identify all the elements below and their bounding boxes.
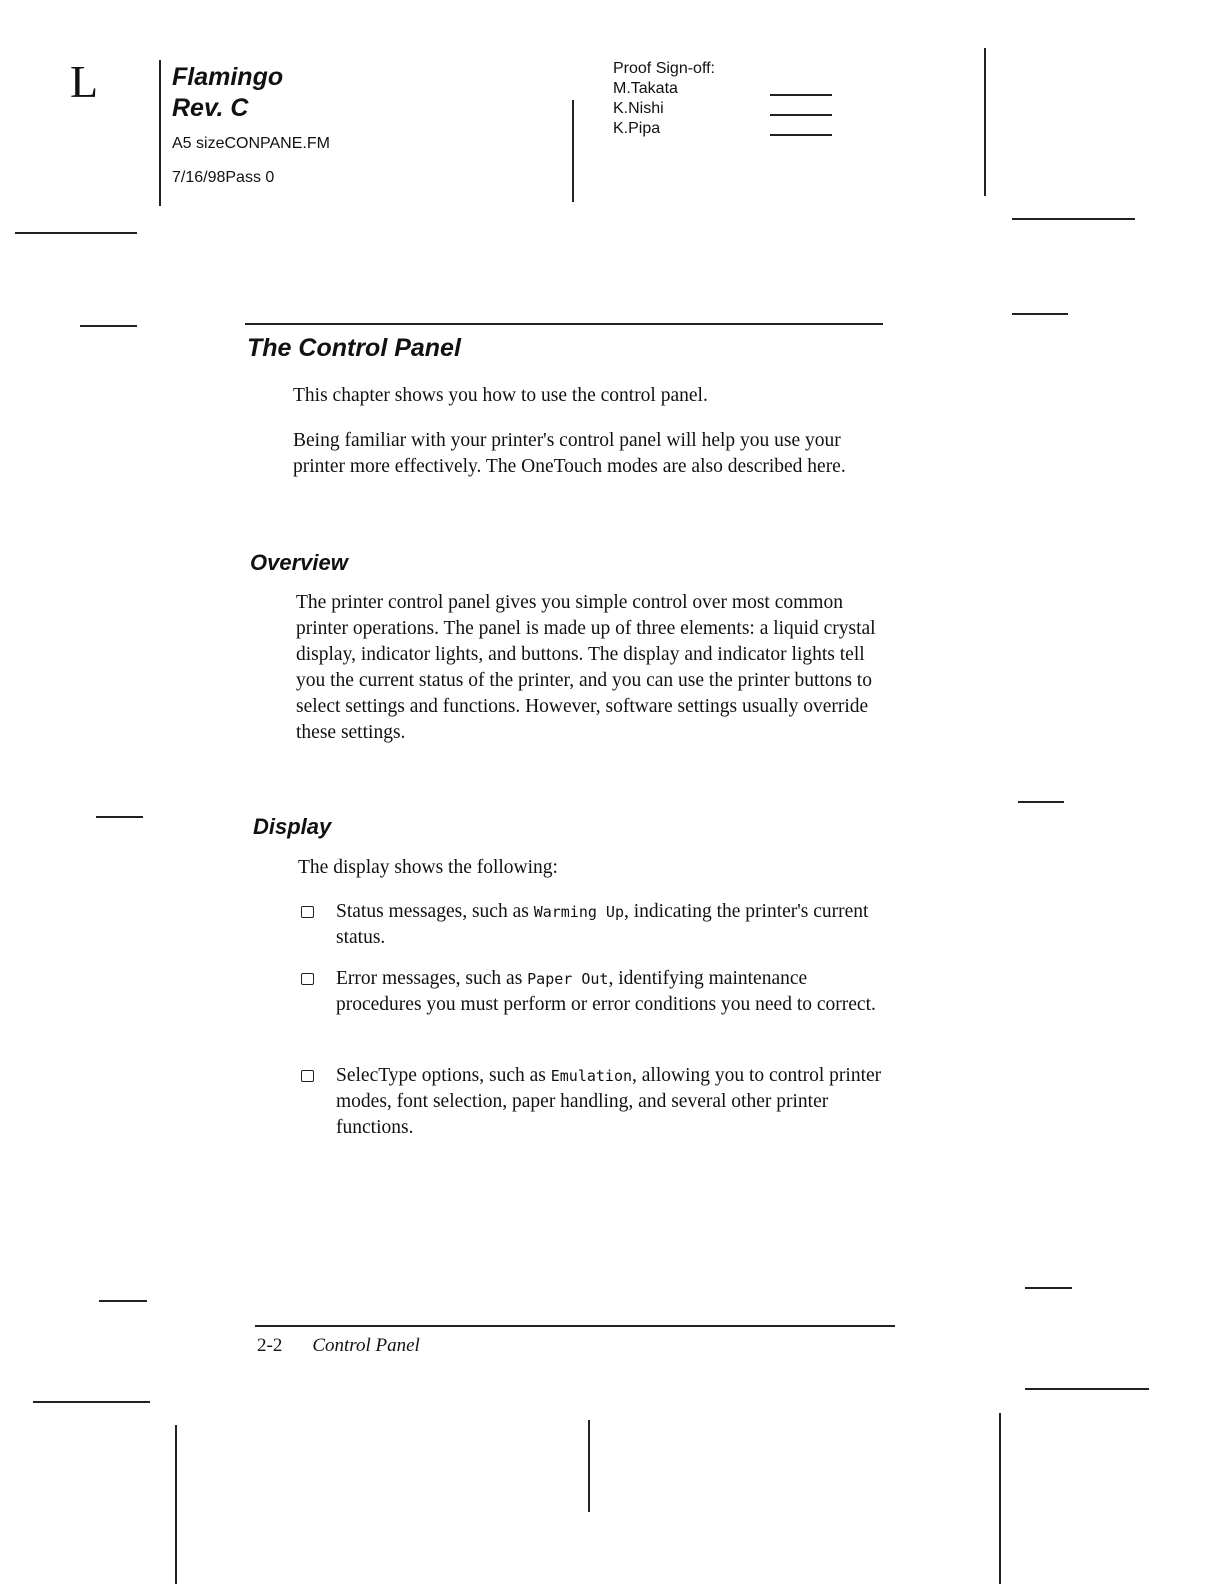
overview-heading: Overview [250,550,348,575]
crop-mark [15,232,137,234]
header-revision: Rev. C [172,94,249,122]
bullet-box-icon [301,1070,314,1082]
crop-mark-bottom [999,1413,1001,1584]
crop-mark-bottom [588,1420,590,1512]
chapter-rule [245,323,883,325]
header-right-rule [984,48,986,196]
signoff-line [770,134,832,136]
header-middle-rule [572,100,574,202]
crop-mark [1018,801,1064,803]
chapter-title: The Control Panel [247,334,461,362]
crop-mark [96,816,143,818]
header-date: 7/16/98Pass 0 [172,169,275,186]
chapter-paragraph: Being familiar with your printer's control panel will help you use your printer more effectively. The OneTouch modes are also described here. [293,430,846,477]
bullet-box-icon [301,906,314,918]
header-title: Flamingo [172,63,284,91]
overview-paragraph: The printer control panel gives you simple control over most common printer operations. The panel is made up of three elements: a liquid crystal display, indicator lights, and buttons. The display and indicator lights tell you the current status of the printer, and you can use the printer buttons to select settings and functions. However, software settings usually override these settings. [296,592,876,743]
list-item: Error messages, such as Paper Out, identifying maintenance procedures you must perform or error conditions you need to correct. [301,966,901,1018]
crop-mark [1025,1388,1149,1390]
crop-mark [1025,1287,1072,1289]
side-marker: L [70,56,99,107]
crop-mark [99,1300,147,1302]
lcd-message: Paper Out [527,970,609,988]
footer-rule [255,1325,895,1327]
page-footer [257,1335,420,1357]
proof-name: K.Nishi [613,100,664,117]
bullet-box-icon [301,973,314,985]
display-heading: Display [253,814,332,839]
lcd-message: Warming Up [533,903,624,921]
crop-mark [80,325,137,327]
signoff-line [770,114,832,116]
header-file: A5 sizeCONPANE.FM [172,135,330,152]
lcd-message: Emulation [550,1067,633,1085]
footer-chapter-name: Control Panel [312,1335,420,1356]
header-left-rule [159,60,161,206]
list-item: Status messages, such as Warming Up, indicating the printer's current status. [301,899,901,951]
crop-mark-bottom [175,1425,177,1584]
proof-signoff-label: Proof Sign-off: [613,60,715,77]
crop-mark [33,1401,150,1403]
list-item: SelecType options, such as Emulation, allowing you to control printer modes, font selection, paper handling, and several other printer functions. [301,1063,901,1141]
signoff-line [770,94,832,96]
crop-mark [1012,218,1135,220]
proof-name: M.Takata [613,80,678,97]
chapter-intro: This chapter shows you how to use the control panel. [293,385,708,406]
page-number: 2-2 [257,1335,283,1356]
proof-name: K.Pipa [613,120,661,137]
crop-mark [1012,313,1068,315]
display-intro: The display shows the following: [298,857,558,878]
